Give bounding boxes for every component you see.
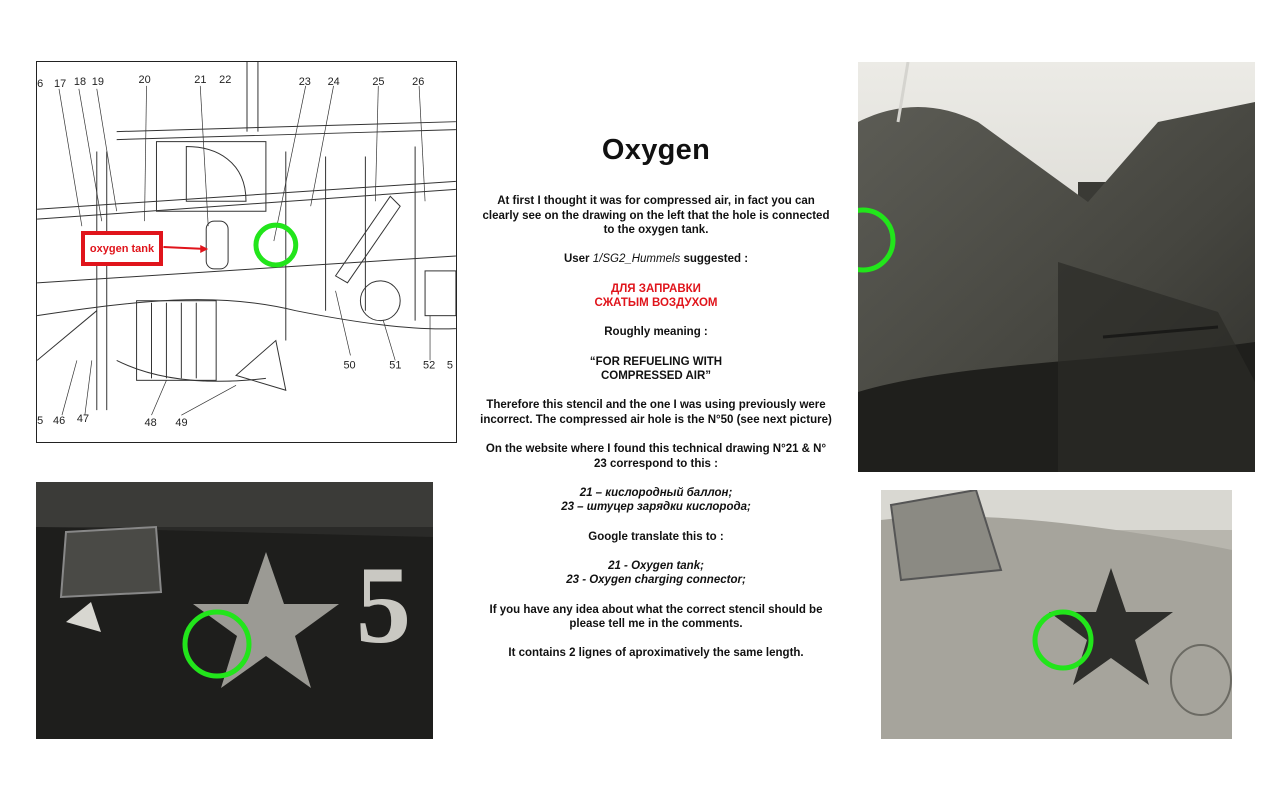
- page-title: Oxygen: [601, 134, 711, 166]
- drawing-number: 23: [298, 75, 311, 88]
- stencil-line-1: ДЛЯ ЗАПРАВКИ: [611, 282, 701, 295]
- callout-arrow: [163, 247, 206, 249]
- photo-tail-svg: [858, 62, 1255, 472]
- stencil-text-russian: [478, 282, 834, 311]
- drawing-number: 6: [37, 77, 44, 90]
- photo-fuselage-dark-star: [881, 490, 1232, 739]
- paragraph-conclusion: Therefore this stencil and the one I was using previously were incorrect. The compressed air hole is the N°50 (see next picture): [480, 399, 832, 426]
- stencil-translation: [478, 355, 834, 384]
- stencil-line-2: СЖАТЫМ ВОЗДУХОМ: [594, 297, 718, 310]
- drawing-number: 21: [194, 73, 207, 86]
- paragraph-request: If you have any idea about what the correct stencil should be please tell me in the comments.: [489, 603, 823, 631]
- drawing-number: 46: [53, 415, 66, 428]
- russian-legend-line-2: 23 – штуцер зарядки кислорода;: [561, 501, 751, 514]
- drawing-number: 50: [343, 359, 356, 372]
- drawing-number: 17: [54, 77, 67, 90]
- paragraph-source: On the website where I found this technical drawing N°21 & N° 23 correspond to this :: [485, 443, 827, 470]
- paragraph-meaning-label: Roughly meaning :: [604, 326, 708, 339]
- technical-drawing: [36, 61, 457, 443]
- callout-arrowhead: [200, 245, 208, 253]
- drawing-number: 18: [73, 75, 87, 88]
- english-legend: [478, 559, 834, 588]
- user-prefix: User: [563, 253, 593, 266]
- drawing-number: 25: [372, 75, 385, 88]
- paragraph-google-translate: Google translate this to :: [588, 530, 724, 543]
- drawing-number: 48: [144, 417, 157, 430]
- oxygen-tank-callout-label: oxygen tank: [89, 242, 155, 255]
- photo-dark-star-svg: [881, 490, 1232, 739]
- drawing-number: 24: [327, 75, 340, 88]
- aircraft-number: 5: [356, 544, 411, 666]
- drawing-number: 49: [175, 417, 188, 430]
- drawing-number: 51: [389, 359, 402, 372]
- drawing-number: 26: [412, 75, 425, 88]
- english-legend-line-1: 21 - Oxygen tank;: [608, 559, 704, 572]
- drawing-number: 20: [138, 73, 151, 86]
- article-text: [478, 128, 834, 676]
- photo-tail-section: [858, 62, 1255, 472]
- drawing-number: 47: [76, 413, 90, 426]
- drawing-number: 5: [37, 415, 44, 428]
- translation-line-1: “FOR REFUELING WITH: [589, 355, 723, 368]
- paragraph-user-suggestion: [478, 252, 834, 267]
- translation-line-2: COMPRESSED AIR”: [600, 370, 712, 383]
- oxygen-tank-callout: [81, 231, 163, 266]
- drawing-number: 19: [91, 75, 104, 88]
- drawing-number: 22: [219, 73, 232, 86]
- russian-legend: [478, 486, 834, 515]
- paragraph-length-note: It contains 2 lignes of aproximatively the same length.: [508, 647, 804, 660]
- photo-star-svg: [36, 482, 433, 739]
- username-link[interactable]: 1/SG2_Hummels: [592, 253, 681, 266]
- paragraph-intro: At first I thought it was for compressed air, in fact you can clearly see on the drawing on the left that the hole is connected to the oxygen tank.: [482, 195, 830, 237]
- user-suffix: suggested :: [680, 253, 749, 266]
- english-legend-line-2: 23 - Oxygen charging connector;: [566, 574, 746, 587]
- photo-fuselage-star: [36, 482, 433, 739]
- russian-legend-line-1: 21 – кислородный баллон;: [579, 486, 733, 499]
- drawing-number: 52: [423, 359, 436, 372]
- drawing-number: 5: [446, 359, 454, 372]
